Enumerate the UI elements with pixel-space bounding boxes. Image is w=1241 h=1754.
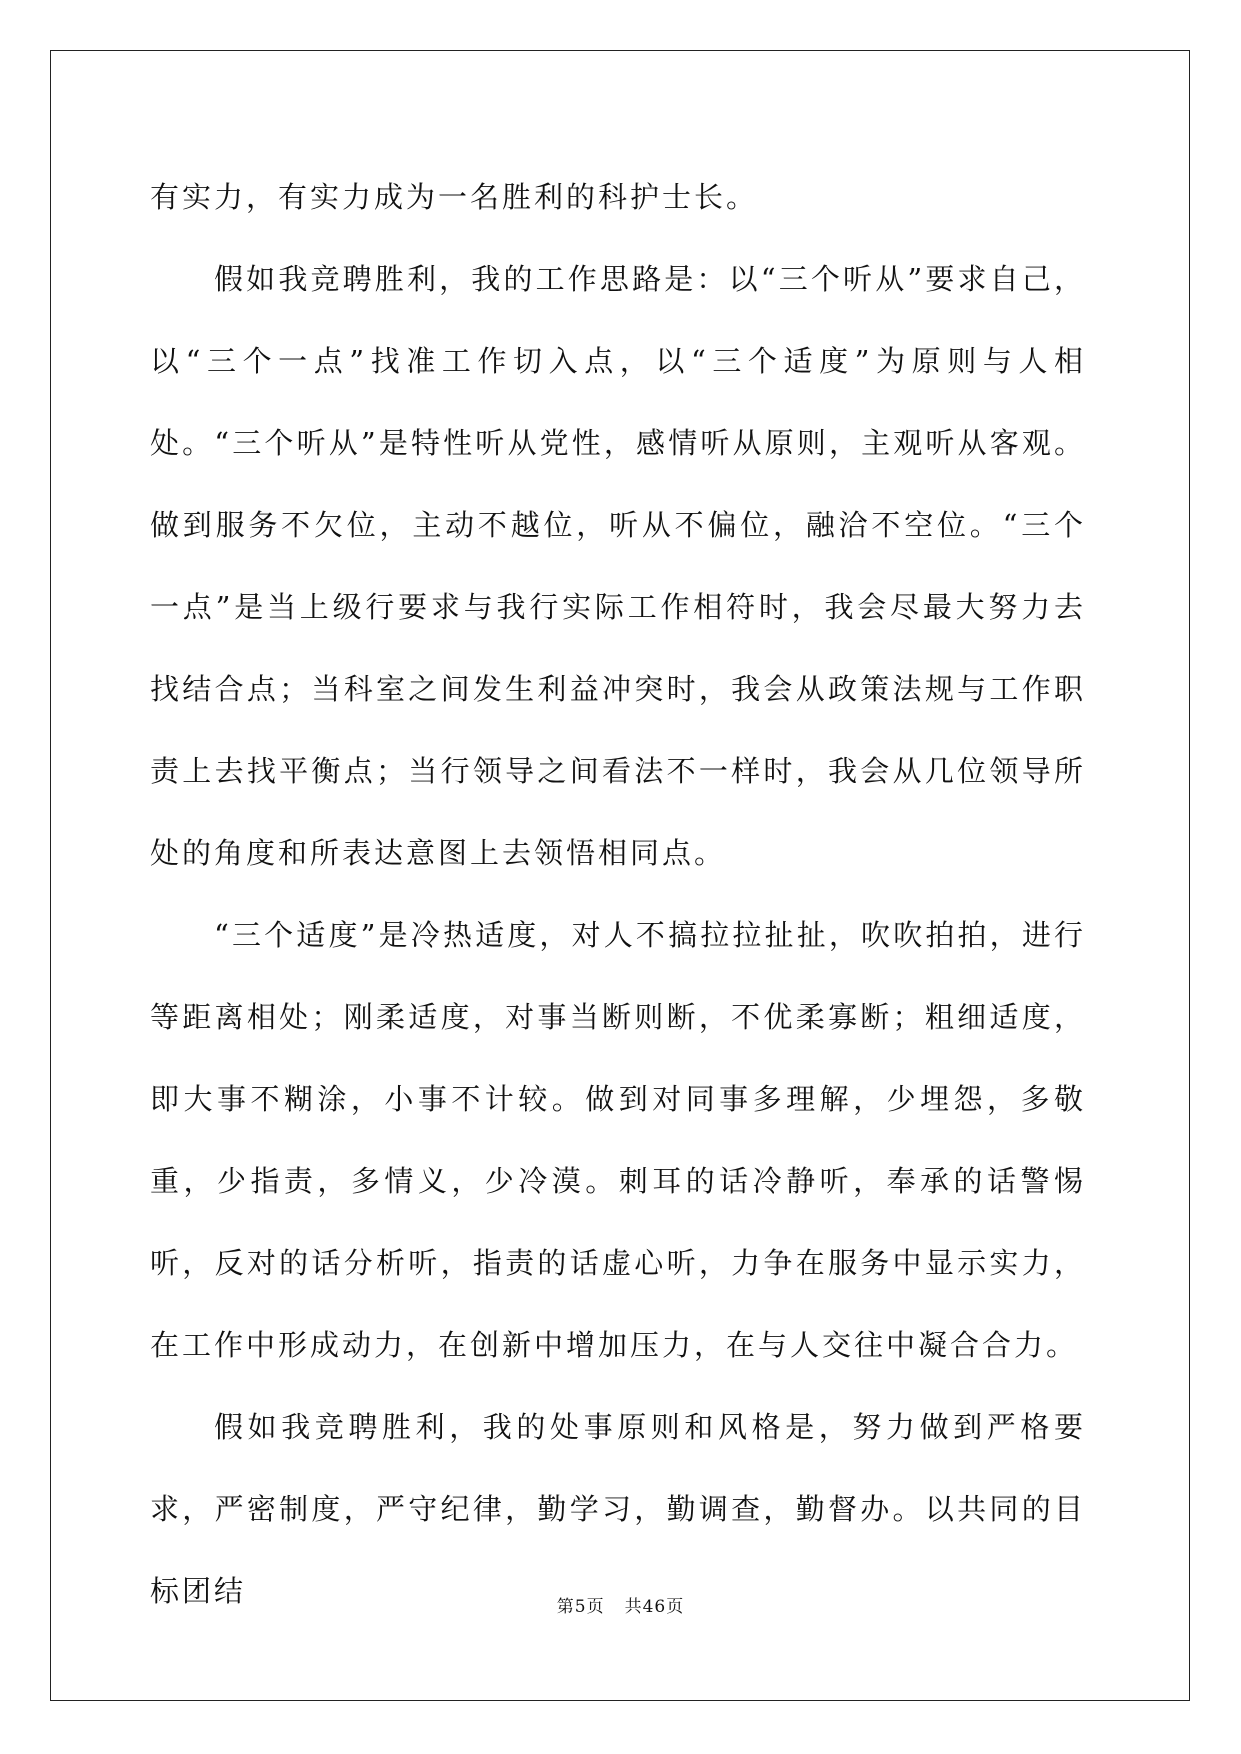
- paragraph-2: 假如我竞聘胜利，我的工作思路是：以“三个听从”要求自己，以“三个一点”找准工作切入点，以“三个适度”为原则与人相处。“三个听从”是特性听从党性，感情听从原则，主观听从客观。做到服务不欠位，主动不越位，听从不偏位，融洽不空位。“三个一点”是当上级行要求与我行实际工作相符时，我会尽最大努力去找结合点；当科室之间发生利益冲突时，我会从政策法规与工作职责上去找平衡点；当行领导之间看法不一样时，我会从几位领导所处的角度和所表达意图上去领悟相同点。: [150, 262, 1086, 870]
- total-pages: 共46页: [624, 1597, 685, 1617]
- page-footer: [0, 1592, 1241, 1617]
- current-page-number: 第5页: [556, 1597, 605, 1617]
- paragraph-4: 假如我竞聘胜利，我的处事原则和风格是，努力做到严格要求，严密制度，严守纪律，勤学习，勤调查，勤督办。以共同的目标团结: [150, 1410, 1086, 1608]
- paragraph-1: 有实力，有实力成为一名胜利的科护士长。: [150, 180, 759, 214]
- document-body: [150, 156, 1086, 1632]
- paragraph-3: “三个适度”是冷热适度，对人不搞拉拉扯扯，吹吹拍拍，进行等距离相处；刚柔适度，对事当断则断，不优柔寡断；粗细适度，即大事不糊涂，小事不计较。做到对同事多理解，少埋怨，多敬重，少指责，多情义，少冷漠。刺耳的话冷静听，奉承的话警惕听，反对的话分析听，指责的话虚心听，力争在服务中显示实力，在工作中形成动力，在创新中增加压力，在与人交往中凝合合力。: [150, 918, 1086, 1362]
